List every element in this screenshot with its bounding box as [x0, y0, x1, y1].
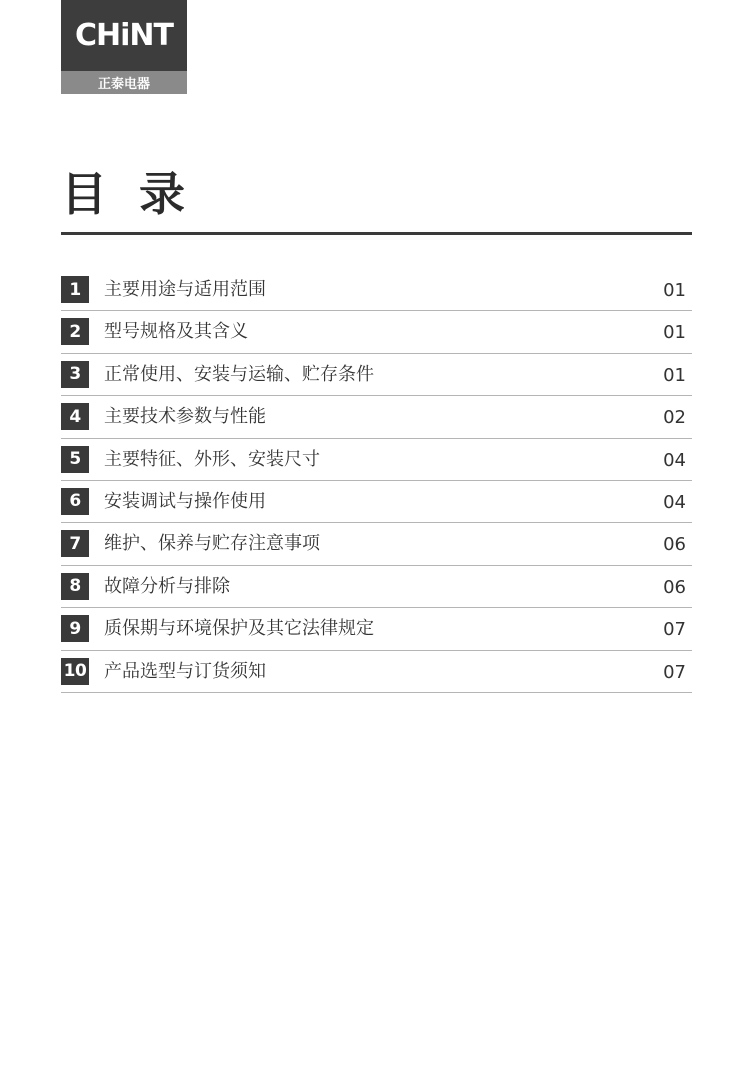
- table-of-contents: [61, 269, 692, 693]
- toc-entry-7[interactable]: [61, 523, 692, 565]
- toc-entry-title: 产品选型与订货须知: [104, 660, 266, 682]
- title-divider: [61, 232, 692, 235]
- logo-subtitle: 正泰电器: [61, 71, 187, 94]
- toc-page-number: 04: [663, 449, 686, 471]
- toc-number-badge: 6: [61, 488, 89, 515]
- toc-page-number: 07: [663, 619, 686, 641]
- toc-page-number: 07: [663, 661, 686, 683]
- toc-number-badge: 5: [61, 446, 89, 473]
- toc-number-badge: 9: [61, 615, 89, 642]
- toc-entry-9[interactable]: [61, 608, 692, 650]
- toc-number-badge: 8: [61, 573, 89, 600]
- toc-entry-8[interactable]: [61, 566, 692, 608]
- toc-entry-4[interactable]: [61, 396, 692, 438]
- toc-page-number: 01: [663, 322, 686, 344]
- toc-entry-2[interactable]: [61, 311, 692, 353]
- toc-number-badge: 4: [61, 403, 89, 430]
- toc-number-badge: 1: [61, 276, 89, 303]
- toc-number-badge: 3: [61, 361, 89, 388]
- toc-entry-10[interactable]: [61, 651, 692, 693]
- toc-page-number: 06: [663, 576, 686, 598]
- toc-entry-title: 主要用途与适用范围: [104, 279, 266, 300]
- toc-entry-title: 质保期与环境保护及其它法律规定: [104, 618, 374, 640]
- toc-page-number: 02: [663, 407, 686, 429]
- toc-entry-title: 安装调试与操作使用: [104, 490, 266, 512]
- page-title: 目录: [61, 167, 217, 221]
- chint-logo: [61, 0, 187, 94]
- toc-entry-title: 故障分析与排除: [104, 575, 230, 597]
- toc-entry-title: 主要技术参数与性能: [104, 406, 266, 428]
- toc-number-badge: 2: [61, 318, 89, 345]
- toc-entry-title: 正常使用、安装与运输、贮存条件: [104, 363, 374, 385]
- toc-page-number: 01: [663, 364, 686, 386]
- toc-entry-1[interactable]: [61, 269, 692, 311]
- toc-entry-title: 主要特征、外形、安装尺寸: [104, 448, 320, 470]
- toc-page-number: 01: [663, 280, 686, 301]
- toc-entry-title: 维护、保养与贮存注意事项: [104, 533, 320, 555]
- toc-number-badge: 7: [61, 530, 89, 557]
- toc-entry-6[interactable]: [61, 481, 692, 523]
- toc-entry-5[interactable]: [61, 439, 692, 481]
- toc-page-number: 04: [663, 491, 686, 513]
- toc-entry-3[interactable]: [61, 354, 692, 396]
- toc-number-badge: 10: [61, 658, 89, 685]
- logo-brand: CHiNT: [61, 0, 187, 71]
- toc-entry-title: 型号规格及其含义: [104, 321, 248, 343]
- toc-page-number: 06: [663, 534, 686, 556]
